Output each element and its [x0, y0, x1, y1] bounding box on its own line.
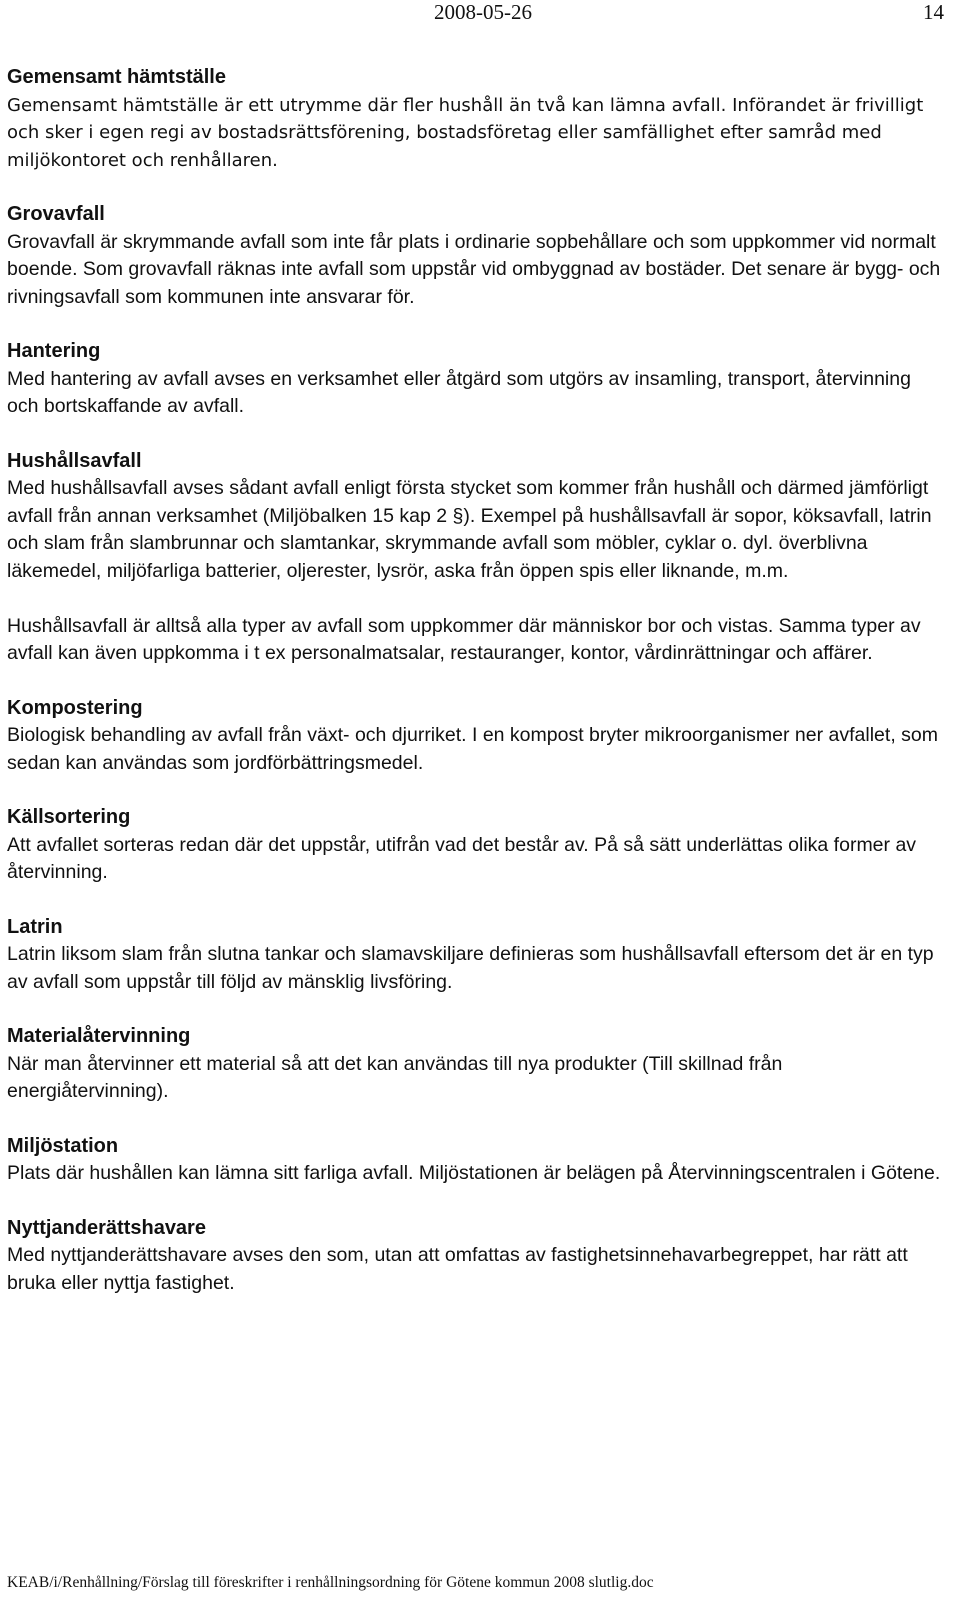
section-paragraph: Med hushållsavfall avses sådant avfall enligt första stycket som kommer från hushåll och därmed jämförligt avfall från annan verksamhet (Miljöbalken 15 kap 2 §). Exempel på hushållsavfall är sopor, köksavfall, latrin och slam från slambrunnar och slamtankar, skrymmande avfall som möbler, cyklar o. dyl. överblivna läkemedel, miljöfarliga batterier, oljerester, lysrör, aska från öppen spis eller liknande, m.m. [7, 477, 932, 582]
section-miljostation [7, 1133, 947, 1188]
page-header [0, 0, 960, 30]
section-gemensamt-hamtstalle [7, 64, 947, 174]
section-heading: Nyttjanderättshavare [7, 1216, 206, 1239]
section-heading: Grovavfall [7, 203, 105, 225]
section-hushallsavfall [7, 448, 947, 668]
section-paragraph: Plats där hushållen kan lämna sitt farliga avfall. Miljöstationen är belägen på Återvinningscentralen i Götene. [7, 1162, 941, 1184]
section-paragraph: Gemensamt hämtställe är ett utrymme där fler hushåll än två kan lämna avfall. Införandet är frivilligt och sker i egen regi av bostadsrättsförening, bostadsföretag eller samfällighet efter samråd med miljökontoret och renhållaren. [7, 94, 924, 171]
section-heading: Källsortering [7, 806, 131, 828]
document-body [7, 64, 947, 1297]
section-paragraph: Latrin liksom slam från slutna tankar och slamavskiljare definieras som hushållsavfall eftersom det är en typ av avfall som uppstår till följd av mänsklig livsföring. [7, 943, 934, 993]
section-heading: Hantering [7, 340, 101, 362]
section-latrin [7, 914, 947, 997]
section-heading: Kompostering [7, 696, 143, 719]
section-paragraph: Hushållsavfall är alltså alla typer av avfall som uppkommer där människor bor och vistas. Samma typer av avfall kan även uppkomma i t ex personalmatsalar, restauranger, kontor, vårdinrättningar och affärer. [7, 614, 921, 664]
page-number: 14 [923, 0, 944, 24]
section-hantering [7, 338, 947, 421]
section-paragraph: Med hantering av avfall avses en verksamhet eller åtgärd som utgörs av insamling, transport, återvinning och bortskaffande av avfall. [7, 367, 911, 417]
section-kompostering [7, 695, 947, 778]
section-heading: Gemensamt hämtställe [7, 66, 226, 88]
page-footer: KEAB/i/Renhållning/Förslag till föreskrifter i renhållningsordning för Götene kommun 2008 slutlig.doc [7, 1574, 654, 1591]
section-heading: Miljöstation [7, 1134, 119, 1157]
section-paragraph: Med nyttjanderättshavare avses den som, utan att omfattas av fastighetsinnehavarbegreppet, har rätt att bruka eller nyttja fastighet. [7, 1244, 908, 1294]
section-paragraph: Biologisk behandling av avfall från växt- och djurriket. I en kompost bryter mikroorganismer ner avfallet, som sedan kan användas som jordförbättringsmedel. [7, 724, 938, 774]
section-paragraph: Att avfallet sorteras redan där det uppstår, utifrån vad det består av. På så sätt underlättas olika former av återvinning. [7, 833, 917, 883]
section-grovavfall [7, 201, 947, 311]
section-heading: Hushållsavfall [7, 449, 142, 472]
section-heading: Latrin [7, 915, 63, 938]
section-nyttjanderattshavare [7, 1215, 947, 1298]
section-paragraph: Grovavfall är skrymmande avfall som inte får plats i ordinarie sopbehållare och som uppkommer vid normalt boende. Som grovavfall räknas inte avfall som uppstår vid ombyggnad av bostäder. Det senare är bygg- och rivningsavfall som kommunen inte ansvarar för. [7, 230, 941, 308]
section-heading: Materialåtervinning [7, 1025, 191, 1047]
section-paragraph: När man återvinner ett material så att det kan användas till nya produkter (Till skillnad från energiåtervinning). [7, 1052, 783, 1102]
section-kallsortering [7, 804, 947, 887]
section-materialatervinning [7, 1023, 947, 1106]
header-date: 2008-05-26 [434, 0, 532, 24]
